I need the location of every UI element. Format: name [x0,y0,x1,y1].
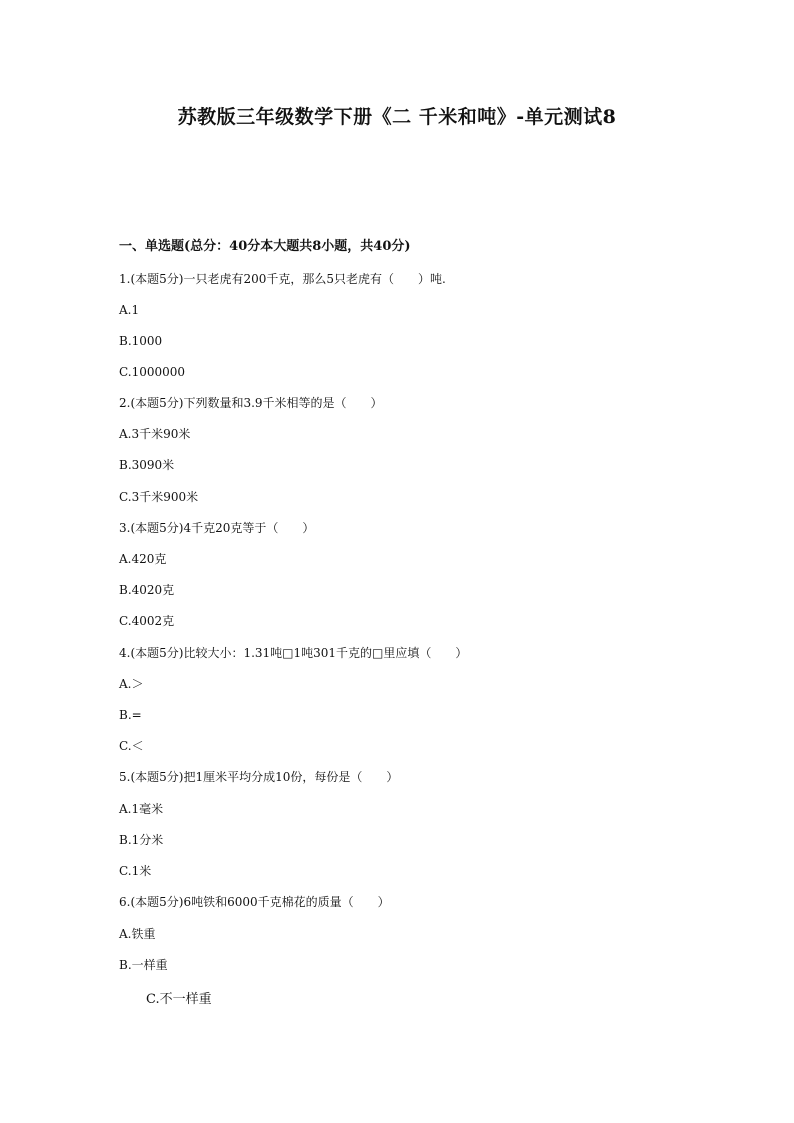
question-1: 1.(本题5分)一只老虎有200千克，那么5只老虎有（ ）吨. [119,272,446,286]
q5-option-c: C.1米 [119,864,152,878]
section-heading: 一、单选题(总分：40分本大题共8小题，共40分) [119,239,411,254]
q2-option-c: C.3千米900米 [119,490,199,504]
question-6: 6.(本题5分)6吨铁和6000千克棉花的质量（ ） [119,895,390,909]
q1-option-c: C.1000000 [119,365,186,379]
question-5: 5.(本题5分)把1厘米平均分成10份，每份是（ ） [119,770,399,784]
q1-option-a: A.1 [119,303,140,317]
q5-option-b: B.1分米 [119,833,164,847]
q6-option-b: B.一样重 [119,958,168,972]
question-4: 4.(本题5分)比较大小：1.31吨□1吨301千克的□里应填（ ） [119,646,468,660]
q5-option-a: A.1毫米 [119,802,164,816]
q6-option-a: A.铁重 [119,927,156,941]
question-2: 2.(本题5分)下列数量和3.9千米相等的是（ ） [119,396,383,410]
q6-option-c: C.不一样重 [146,992,212,1007]
q2-option-b: B.3090米 [119,458,175,472]
question-3: 3.(本题5分)4千克20克等于（ ） [119,521,315,535]
q4-option-a: A.＞ [119,677,144,691]
q3-option-a: A.420克 [119,552,167,566]
q3-option-c: C.4002克 [119,614,175,628]
q1-option-b: B.1000 [119,334,163,348]
q4-option-c: C.＜ [119,739,144,753]
q4-option-b: B.= [119,708,142,722]
q3-option-b: B.4020克 [119,583,175,597]
page-title: 苏教版三年级数学下册《二 千米和吨》-单元测试8 [177,106,617,128]
q2-option-a: A.3千米90米 [119,427,191,441]
